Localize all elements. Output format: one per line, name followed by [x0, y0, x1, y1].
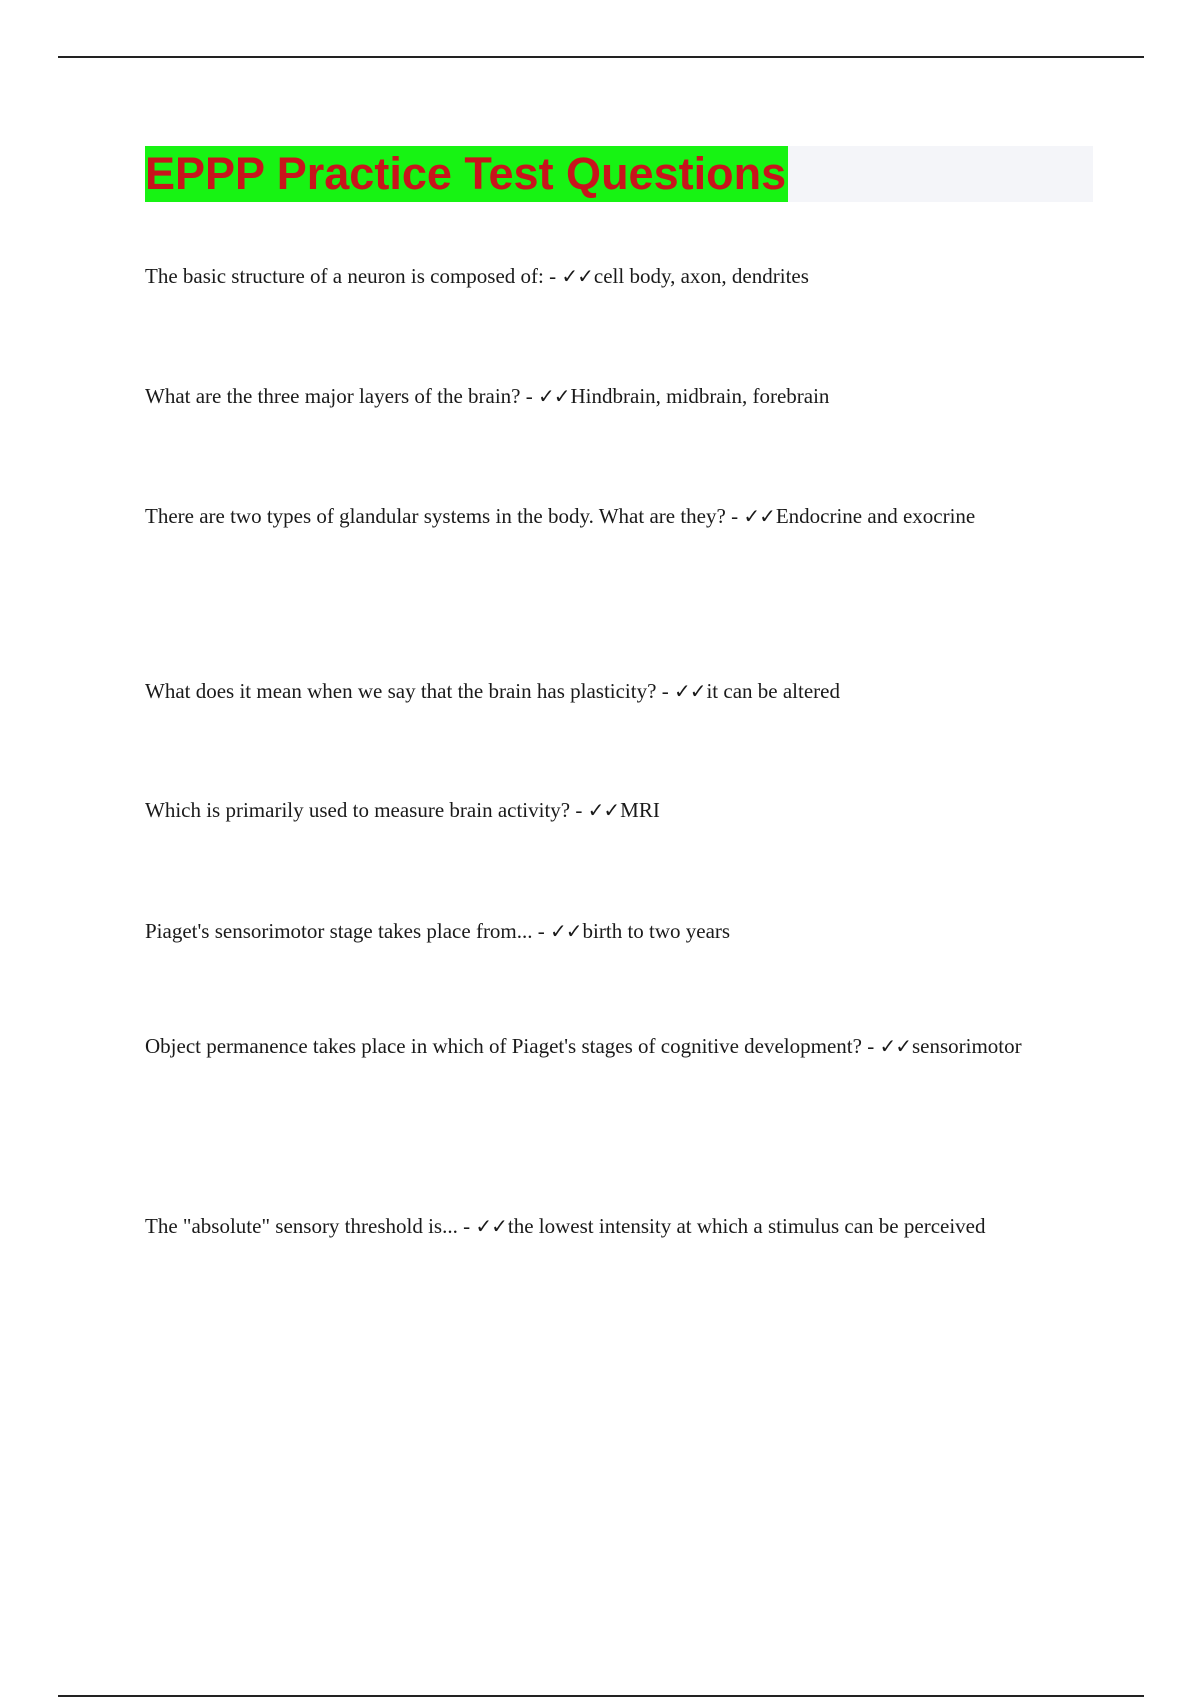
bottom-rule: [58, 1695, 1144, 1697]
separator: -: [543, 264, 562, 288]
question-text: Object permanence takes place in which of Piaget's stages of cognitive development?: [145, 1034, 862, 1058]
separator: -: [532, 919, 551, 943]
double-check-icon: ✓✓: [475, 1214, 507, 1238]
question-text: What are the three major layers of the brain?: [145, 384, 521, 408]
separator: -: [725, 504, 744, 528]
separator: -: [520, 384, 538, 408]
double-check-icon: ✓✓: [550, 919, 582, 943]
qa-item-6: [145, 901, 1045, 961]
qa-item-1: [145, 246, 1045, 306]
separator: -: [570, 798, 588, 822]
double-check-icon: ✓✓: [561, 264, 593, 288]
question-text: Piaget's sensorimotor stage takes place from...: [145, 919, 533, 943]
answer-text: Hindbrain, midbrain, forebrain: [570, 384, 830, 408]
qa-item-3: [145, 486, 1045, 546]
question-text: There are two types of glandular systems in the body. What are they?: [145, 504, 726, 528]
qa-item-2: [145, 366, 1045, 426]
double-check-icon: ✓✓: [743, 504, 775, 528]
answer-text: sensorimotor: [911, 1034, 1022, 1058]
qa-item-4: [145, 661, 1045, 721]
answer-text: cell body, axon, dendrites: [593, 264, 809, 288]
qa-item-7: [145, 1016, 1045, 1076]
question-text: The "absolute" sensory threshold is...: [145, 1214, 458, 1238]
separator: -: [457, 1214, 476, 1238]
answer-text: MRI: [620, 798, 660, 822]
double-check-icon: ✓✓: [587, 798, 620, 822]
question-text: The basic structure of a neuron is composed of:: [145, 264, 544, 288]
page-title: EPPP Practice Test Questions: [145, 146, 788, 202]
top-rule: [58, 56, 1144, 58]
qa-item-5: [145, 780, 1045, 840]
double-check-icon: ✓✓: [673, 679, 706, 703]
double-check-icon: ✓✓: [537, 384, 570, 408]
answer-text: Endocrine and exocrine: [775, 504, 976, 528]
qa-item-8: [145, 1196, 1045, 1256]
question-text: Which is primarily used to measure brain activity?: [145, 798, 571, 822]
separator: -: [656, 679, 674, 703]
question-text: What does it mean when we say that the brain has plasticity?: [145, 679, 657, 703]
answer-text: the lowest intensity at which a stimulus can be perceived: [507, 1214, 986, 1238]
separator: -: [861, 1034, 880, 1058]
answer-text: birth to two years: [582, 919, 731, 943]
answer-text: it can be altered: [706, 679, 840, 703]
double-check-icon: ✓✓: [879, 1034, 911, 1058]
